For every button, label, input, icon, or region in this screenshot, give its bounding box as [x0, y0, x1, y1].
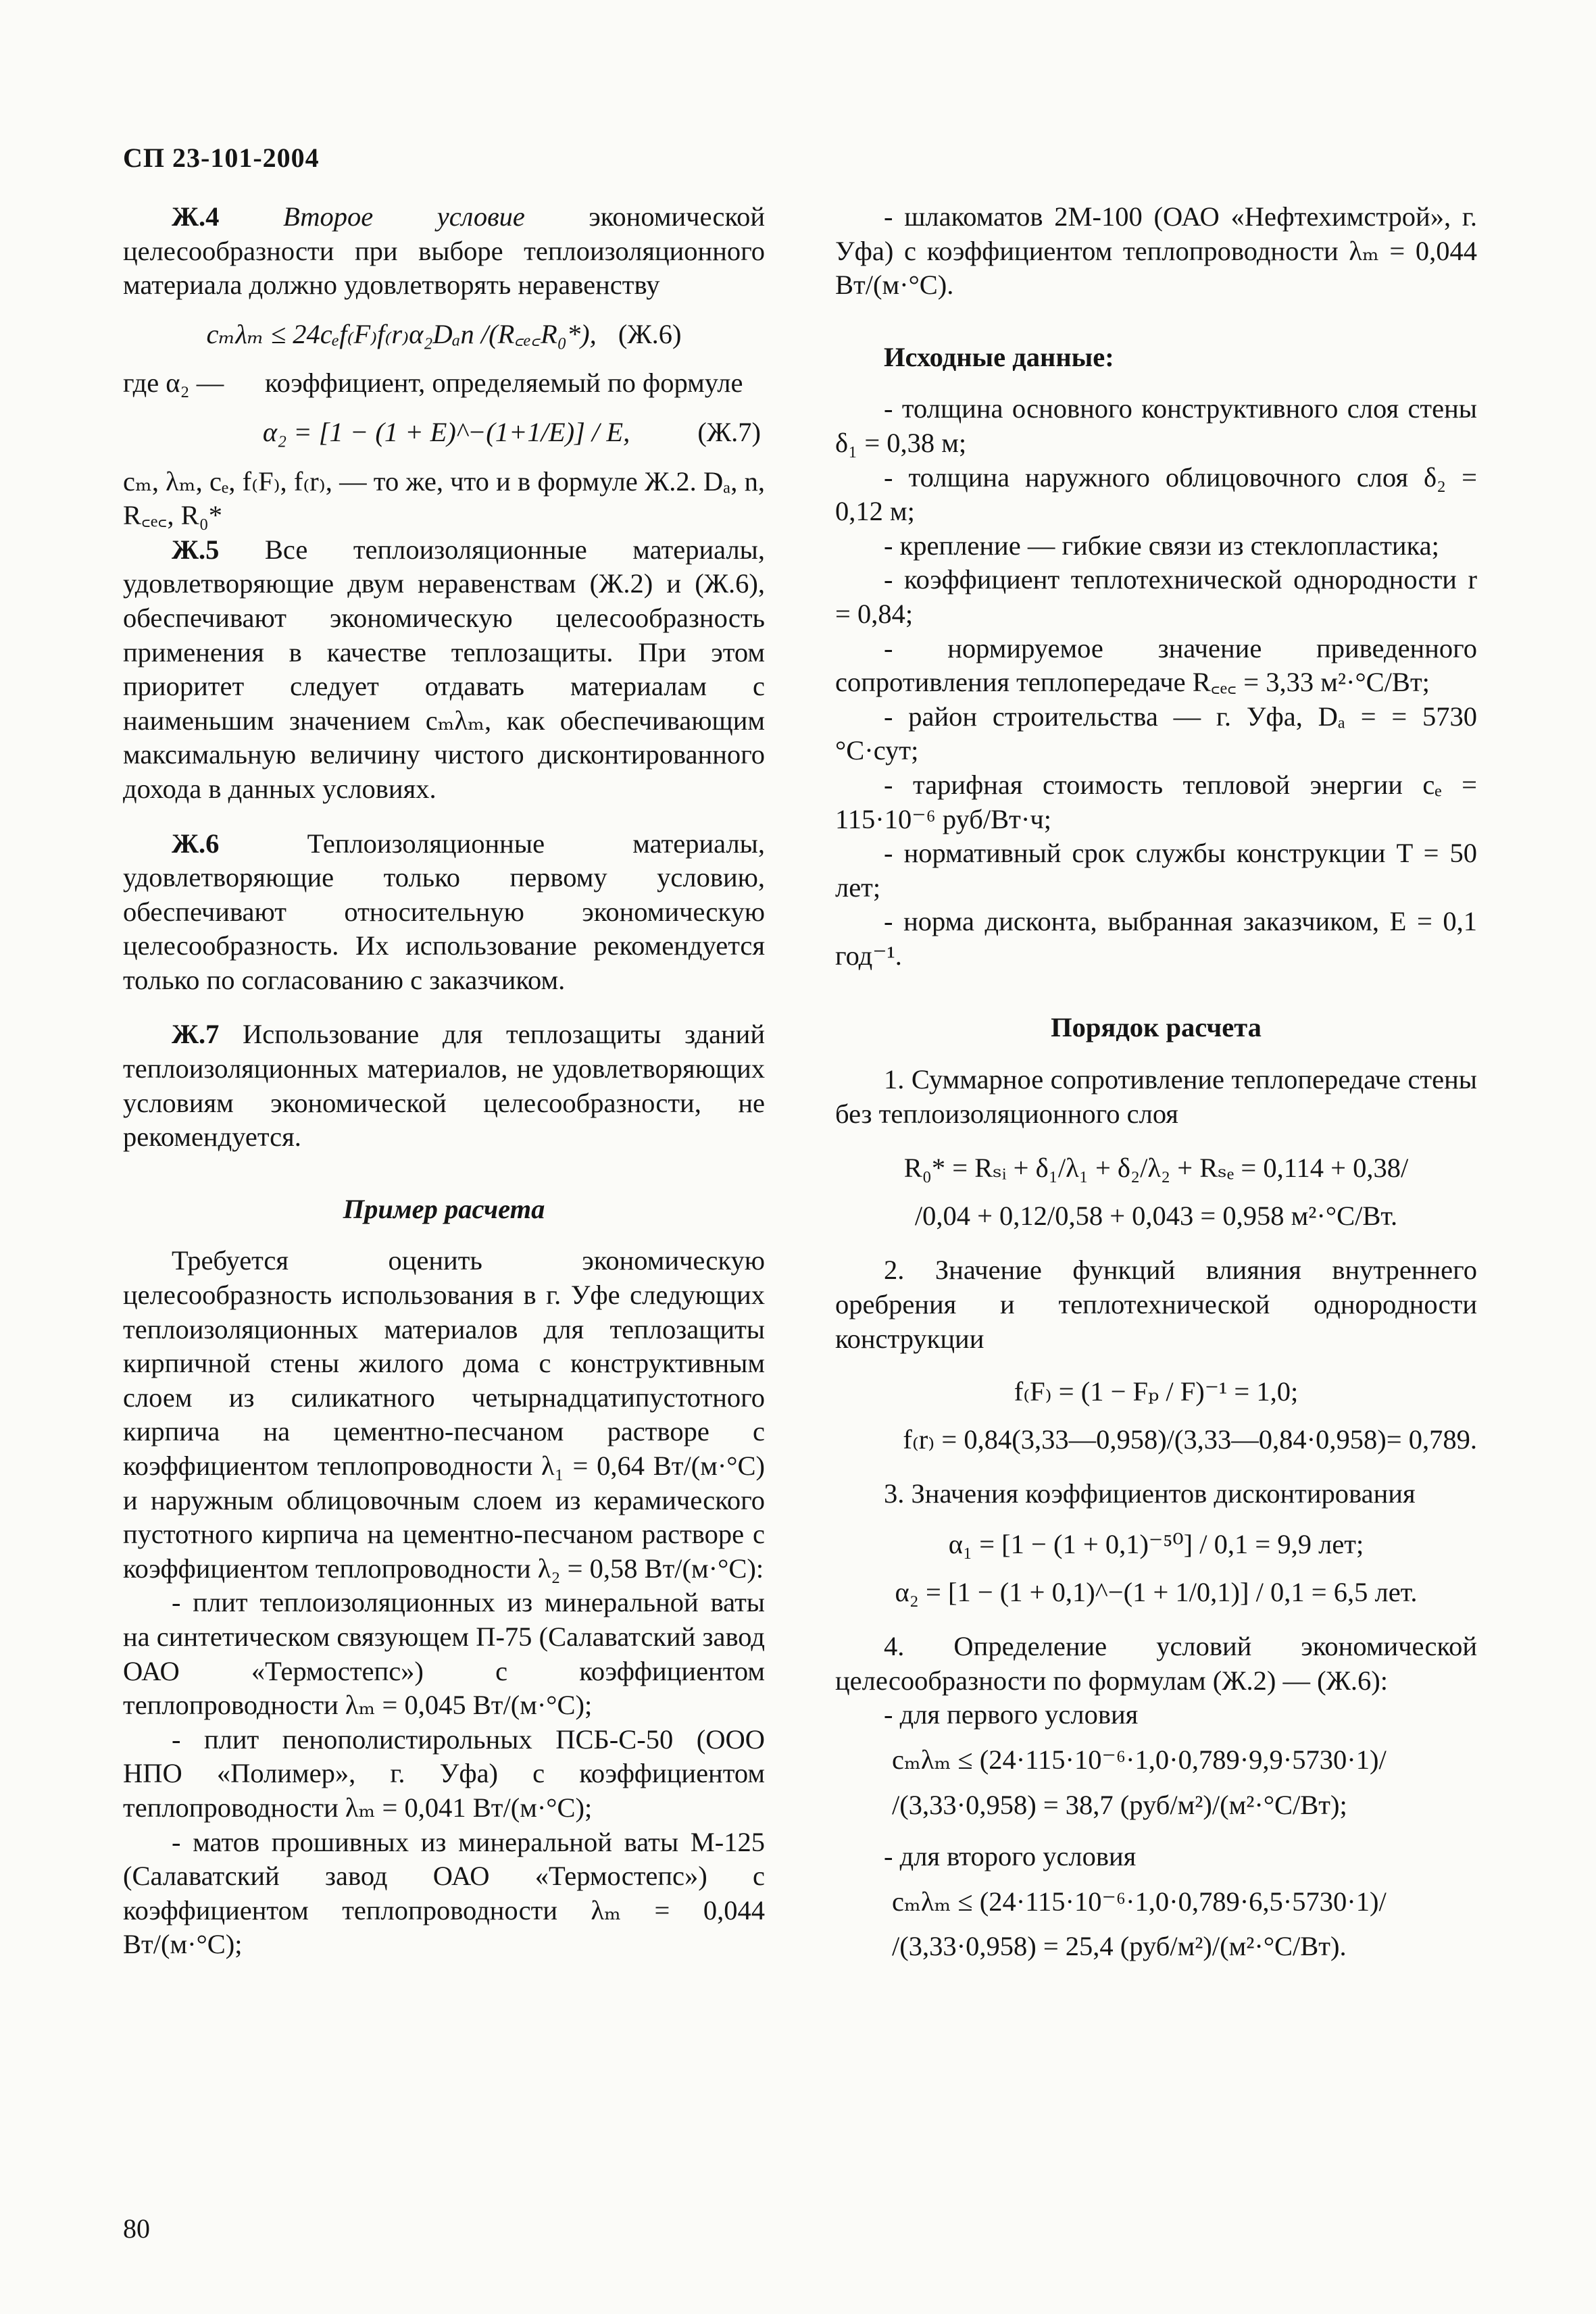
- paragraph-zh6: [123, 827, 765, 998]
- step-1-formula-line-1: R₀* = Rₛᵢ + δ₁/λ₁ + δ₂/λ₂ + Rₛₑ = 0,114 + 0,38/: [903, 1153, 1409, 1184]
- step-3-formula-line-2: α₂ = [1 − (1 + 0,1)^−(1 + 1/0,1)] / 0,1 = 6,5 лет.: [895, 1576, 1418, 1607]
- italic-term: Второе условие: [282, 201, 525, 232]
- document-header: СП 23-101-2004: [123, 143, 320, 173]
- step-3-text: 3. Значения коэффициентов дисконтирования: [884, 1478, 1416, 1509]
- input-item: - коэффициент теплотехнической однородности r = 0,84;: [835, 564, 1477, 629]
- paragraph-zh5: [123, 533, 765, 807]
- formula-body: cₘλₘ ≤ 24cₑf₍F₎f₍r₎α₂Dₐn /(R꜀ₑ꜀R₀*),: [206, 318, 597, 349]
- input-data-heading: Исходные данные:: [884, 341, 1114, 372]
- paragraph-text: Все теплоизоляционные материалы, удовлетворяющие двум неравенствам (Ж.2) и (Ж.6), обеспечивают экономическую целесообразность применения в качестве теплозащиты. При этом приоритет следует отдавать материалам с наименьшим значением cₘλₘ, как обеспечивающим максимальную величину чистого дисконтированного дохода в данных условиях.: [123, 534, 765, 804]
- paragraph-text: Использование для теплозащиты зданий теплоизоляционных материалов, не удовлетворяющих условиям экономической целесообразности, не рекомендуется.: [123, 1019, 765, 1153]
- input-item: - крепление — гибкие связи из стеклопластика;: [884, 530, 1439, 561]
- formula-number: (Ж.7): [697, 416, 761, 447]
- material-item-1: - плит теплоизоляционных из минеральной ваты на синтетическом связующем П-75 (Салаватский завод ОАО «Термостепс») с коэффициентом теплопроводности λₘ = 0,045 Вт/(м·°С);: [123, 1587, 765, 1721]
- step-2-formula-line-2: f₍r₎ = 0,84(3,33—0,958)/(3,33—0,84·0,958)= 0,789.: [903, 1424, 1477, 1455]
- step-4-second-condition: - для второго условия: [884, 1841, 1137, 1872]
- step-2-formula-line-1: f₍F₎ = (1 − Fₚ / F)⁻¹ = 1,0;: [1014, 1376, 1299, 1407]
- example-heading: Пример расчета: [343, 1193, 545, 1224]
- step-4-formula-1b: /(3,33·0,958) = 38,7 (руб/м²)/(м²·°С/Вт);: [892, 1789, 1347, 1820]
- step-2-text: 2. Значение функций влияния внутреннего оребрения и теплотехнической однородности конструкции: [835, 1255, 1477, 1354]
- page-number: 80: [123, 2213, 150, 2244]
- paragraph-zh7: [123, 1017, 765, 1154]
- input-item: - нормируемое значение приведенного сопротивления теплопередаче R꜀ₑ꜀ = 3,33 м²·°С/Вт;: [835, 632, 1477, 698]
- step-4-formula-2a: cₘλₘ ≤ (24·115·10⁻⁶·1,0·0,789·6,5·5730·1)/: [892, 1886, 1387, 1917]
- formula-zh6: [123, 318, 765, 352]
- symbols-note: cₘ, λₘ, cₑ, f₍F₎, f₍r₎, — то же, что и в формуле Ж.2. Dₐ, n, R꜀ₑ꜀, R₀*: [123, 466, 765, 531]
- paragraph-text: Теплоизоляционные материалы, удовлетворяющие только первому условию, обеспечивают относительную экономическую целесообразность. Их использование рекомендуется только по согласованию с заказчиком.: [123, 828, 765, 995]
- input-item: - толщина основного конструктивного слоя стены δ₁ = 0,38 м;: [835, 393, 1477, 458]
- input-item: - тарифная стоимость тепловой энергии cₑ = 115·10⁻⁶ руб/Вт·ч;: [835, 769, 1477, 834]
- step-3-formula-line-1: α₁ = [1 − (1 + 0,1)⁻⁵⁰] / 0,1 = 9,9 лет;: [948, 1529, 1364, 1559]
- calculation-heading: Порядок расчета: [1051, 1012, 1262, 1043]
- step-4-first-condition: - для первого условия: [884, 1699, 1139, 1730]
- input-item: - толщина наружного облицовочного слоя δ₂ = 0,12 м;: [835, 461, 1477, 527]
- material-item-3: - матов прошивных из минеральной ваты М-125 (Салаватский завод ОАО «Термостепс») с коэффициентом теплопроводности λₘ = 0,044 Вт/(м·°С);: [123, 1826, 765, 1960]
- step-1-text: 1. Суммарное сопротивление теплопередаче стены без теплоизоляционного слоя: [835, 1064, 1477, 1129]
- step-4-formula-2b: /(3,33·0,958) = 25,4 (руб/м²)/(м²·°С/Вт).: [892, 1931, 1347, 1962]
- clause-label: Ж.6: [172, 828, 220, 859]
- clause-label: Ж.5: [172, 534, 220, 565]
- input-item: - нормативный срок службы конструкции T = 50 лет;: [835, 838, 1477, 903]
- step-4-text: 4. Определение условий экономической целесообразности по формулам (Ж.2) — (Ж.6):: [835, 1631, 1477, 1696]
- clause-label: Ж.7: [172, 1019, 220, 1050]
- step-1-formula-line-2: /0,04 + 0,12/0,58 + 0,043 = 0,958 м²·°С/Вт.: [914, 1200, 1398, 1231]
- formula-zh7: [123, 416, 765, 450]
- paragraph-zh4: [123, 200, 765, 303]
- left-column: [123, 200, 765, 1962]
- paragraph-text: экономической целесообразности при выборе теплоизоляционного материала должно удовлетворять неравенству: [123, 201, 765, 301]
- input-item: - район строительства — г. Уфа, Dₐ = = 5730 °С·сут;: [835, 701, 1477, 766]
- clause-label: Ж.4: [172, 201, 220, 232]
- input-item: - норма дисконта, выбранная заказчиком, E = 0,1 год⁻¹.: [835, 906, 1477, 971]
- where-lead: где α₂ —: [123, 368, 224, 399]
- formula-number: (Ж.6): [618, 318, 682, 349]
- material-item-2: - плит пенополистирольных ПСБ-С-50 (ООО НПО «Полимер», г. Уфа) с коэффициентом теплопроводности λₘ = 0,041 Вт/(м·°С);: [123, 1724, 765, 1823]
- step-4-formula-1a: cₘλₘ ≤ (24·115·10⁻⁶·1,0·0,789·9,9·5730·1)/: [892, 1744, 1387, 1775]
- right-column: [835, 200, 1477, 1975]
- where-text: коэффициент, определяемый по формуле: [265, 368, 743, 399]
- where-clause: [123, 366, 765, 401]
- formula-body: α₂ = [1 − (1 + E)^−(1+1/E)] / E,: [262, 416, 630, 447]
- material-item-4: - шлакоматов 2М-100 (ОАО «Нефтехимстрой», г. Уфа) с коэффициентом теплопроводности λₘ = 0,044 Вт/(м·°С).: [835, 201, 1477, 301]
- example-paragraph: Требуется оценить экономическую целесообразность использования в г. Уфе следующих теплоизоляционных материалов для теплозащиты кирпичной стены жилого дома с конструктивным слоем из силикатного четырнадцатипустотного кирпича на цементно-песчаном растворе с коэффициентом теплопроводности λ₁ = 0,64 Вт/(м·°С) и наружным облицовочным слоем из керамического пустотного кирпича на цементно-песчаном растворе с коэффициентом теплопроводности λ₂ = 0,58 Вт/(м·°С):: [123, 1245, 765, 1584]
